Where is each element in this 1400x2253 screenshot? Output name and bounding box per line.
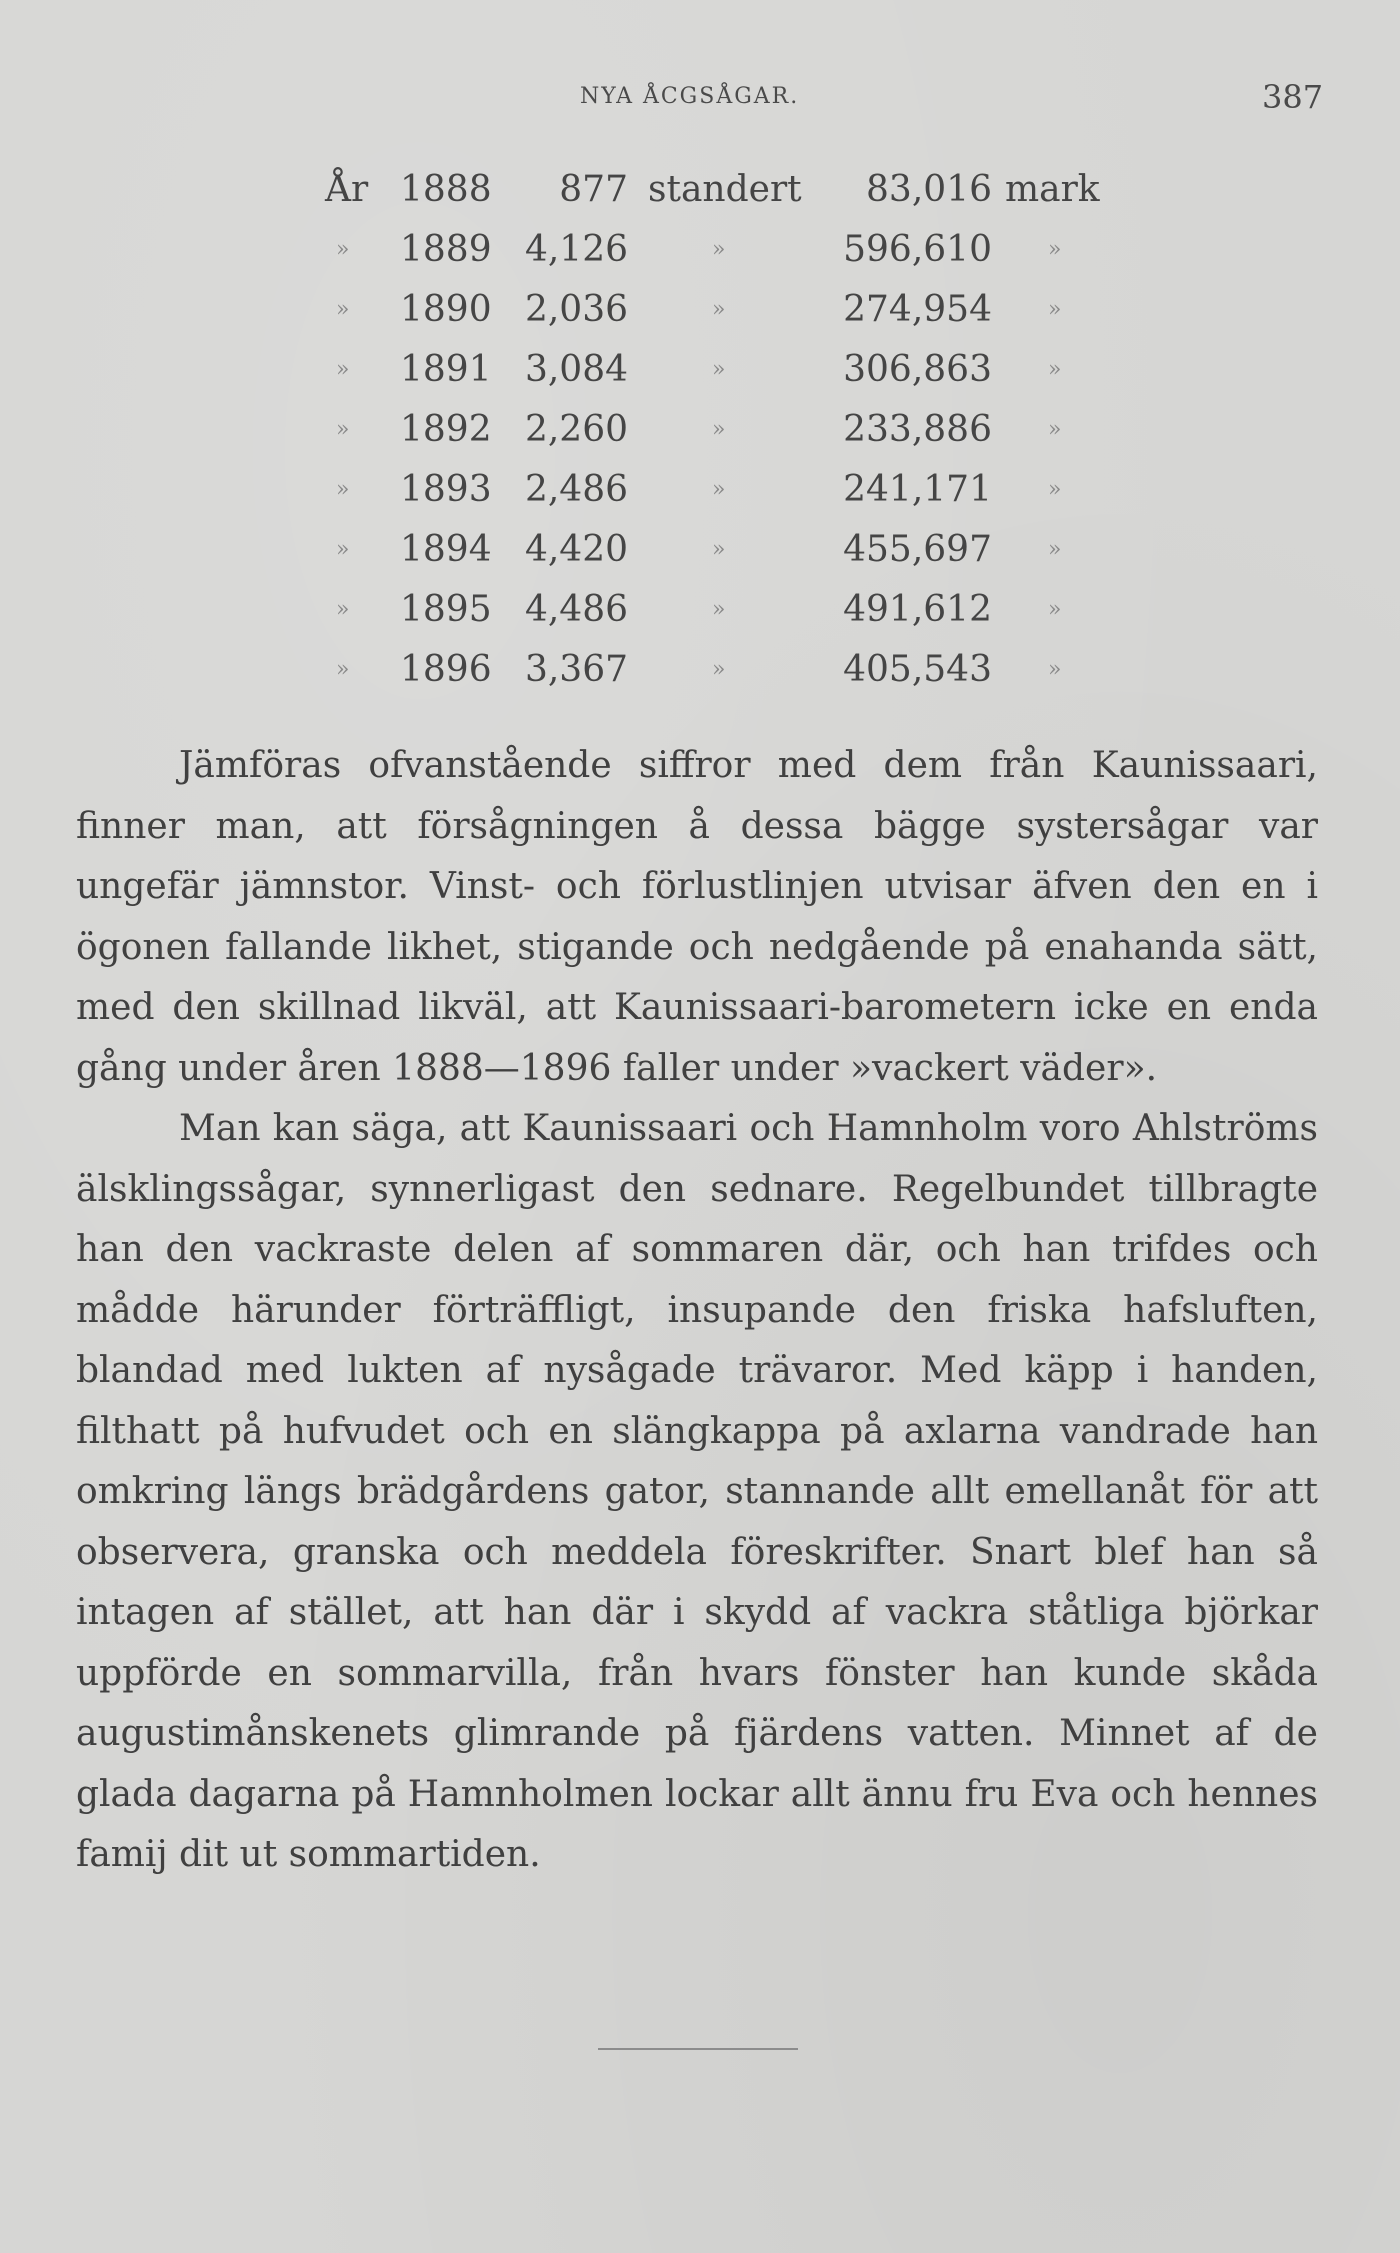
running-title: NYA ÅCGSÅGAR.	[580, 84, 800, 109]
count-cell: 2,486	[524, 469, 628, 510]
amount-cell: 596,610	[843, 229, 992, 270]
count-cell: 4,126	[524, 229, 628, 270]
count-cell: 4,486	[524, 589, 628, 630]
row-label: »	[336, 537, 350, 562]
amount-cell: 405,543	[843, 649, 992, 690]
count-unit: »	[712, 237, 726, 262]
count-unit: »	[712, 597, 726, 622]
count-cell: 3,367	[524, 649, 628, 690]
amount-cell: 233,886	[843, 409, 992, 450]
running-head	[0, 78, 1400, 118]
year-cell: 1894	[400, 529, 492, 570]
row-label: »	[336, 237, 350, 262]
table-row	[0, 220, 1400, 280]
count-unit: »	[712, 537, 726, 562]
count-cell: 4,420	[524, 529, 628, 570]
table-row	[0, 460, 1400, 520]
amount-unit: »	[1048, 597, 1062, 622]
amount-unit: »	[1048, 297, 1062, 322]
year-cell: 1890	[400, 289, 492, 330]
table-row	[0, 400, 1400, 460]
row-label: »	[336, 357, 350, 382]
amount-unit: »	[1048, 237, 1062, 262]
count-cell: 877	[559, 169, 628, 210]
amount-unit: »	[1048, 357, 1062, 382]
body-text	[76, 736, 1318, 1886]
row-label: »	[336, 597, 350, 622]
page-number: 387	[1262, 78, 1324, 116]
closing-rule	[598, 2048, 798, 2050]
row-label: »	[336, 417, 350, 442]
amount-cell: 491,612	[843, 589, 992, 630]
year-cell: 1889	[400, 229, 492, 270]
row-label: »	[336, 477, 350, 502]
table-row	[0, 580, 1400, 640]
count-unit: »	[712, 477, 726, 502]
year-cell: 1893	[400, 469, 492, 510]
amount-unit: »	[1048, 477, 1062, 502]
amount-cell: 241,171	[843, 469, 992, 510]
amount-unit: »	[1048, 537, 1062, 562]
production-table	[0, 160, 1400, 700]
amount-unit: »	[1048, 417, 1062, 442]
paragraph: Man kan säga, att Kaunissaari och Hamnholm voro Ahlströms älsklingssågar, synnerligast den sednare. Regelbundet tillbragte han den vackraste delen af sommaren där, och han trifdes och mådde härunder förträffligt, insupande den friska hafsluften, blandad med lukten af nysågade trävaror. Med käpp i handen, filthatt på hufvudet och en slängkappa på axlarna vandrade han omkring längs brädgårdens gator, stannande allt emellanåt för att observera, granska och meddela föreskrifter. Snart blef han så intagen af stället, att han där i skydd af vackra ståtliga björkar uppförde en sommarvilla, från hvars fönster han kunde skåda augustimånskenets glimrande på fjärdens vatten. Minnet af de glada dagarna på Hamnholmen lockar allt ännu fru Eva och hennes famij dit ut sommartiden.	[76, 1108, 1318, 1875]
count-unit: »	[712, 657, 726, 682]
amount-cell: 274,954	[843, 289, 992, 330]
year-cell: 1895	[400, 589, 492, 630]
table-row	[0, 340, 1400, 400]
paragraph: Jämföras ofvanstående siffror med dem från Kaunissaari, finner man, att försågningen å dessa bägge systersågar var ungefär jämnstor. Vinst- och förlustlinjen utvisar äfven den en i ögonen fallande likhet, stigande och nedgående på enahanda sätt, med den skillnad likväl, att Kaunissaari-barometern icke en enda gång under åren 1888—1896 faller under »vackert väder».	[76, 745, 1318, 1089]
amount-cell: 455,697	[843, 529, 992, 570]
table-row	[0, 280, 1400, 340]
row-label: År	[325, 169, 369, 210]
count-unit: »	[712, 357, 726, 382]
count-unit: »	[712, 417, 726, 442]
count-unit: standert	[648, 169, 802, 210]
year-cell: 1896	[400, 649, 492, 690]
row-label: »	[336, 297, 350, 322]
table-row	[0, 520, 1400, 580]
amount-unit: mark	[1005, 169, 1100, 210]
count-cell: 3,084	[524, 349, 628, 390]
amount-unit: »	[1048, 657, 1062, 682]
table-row	[0, 640, 1400, 700]
year-cell: 1891	[400, 349, 492, 390]
table-row	[0, 160, 1400, 220]
row-label: »	[336, 657, 350, 682]
count-cell: 2,260	[524, 409, 628, 450]
count-cell: 2,036	[524, 289, 628, 330]
year-cell: 1888	[400, 169, 492, 210]
count-unit: »	[712, 297, 726, 322]
amount-cell: 83,016	[866, 169, 992, 210]
year-cell: 1892	[400, 409, 492, 450]
amount-cell: 306,863	[843, 349, 992, 390]
